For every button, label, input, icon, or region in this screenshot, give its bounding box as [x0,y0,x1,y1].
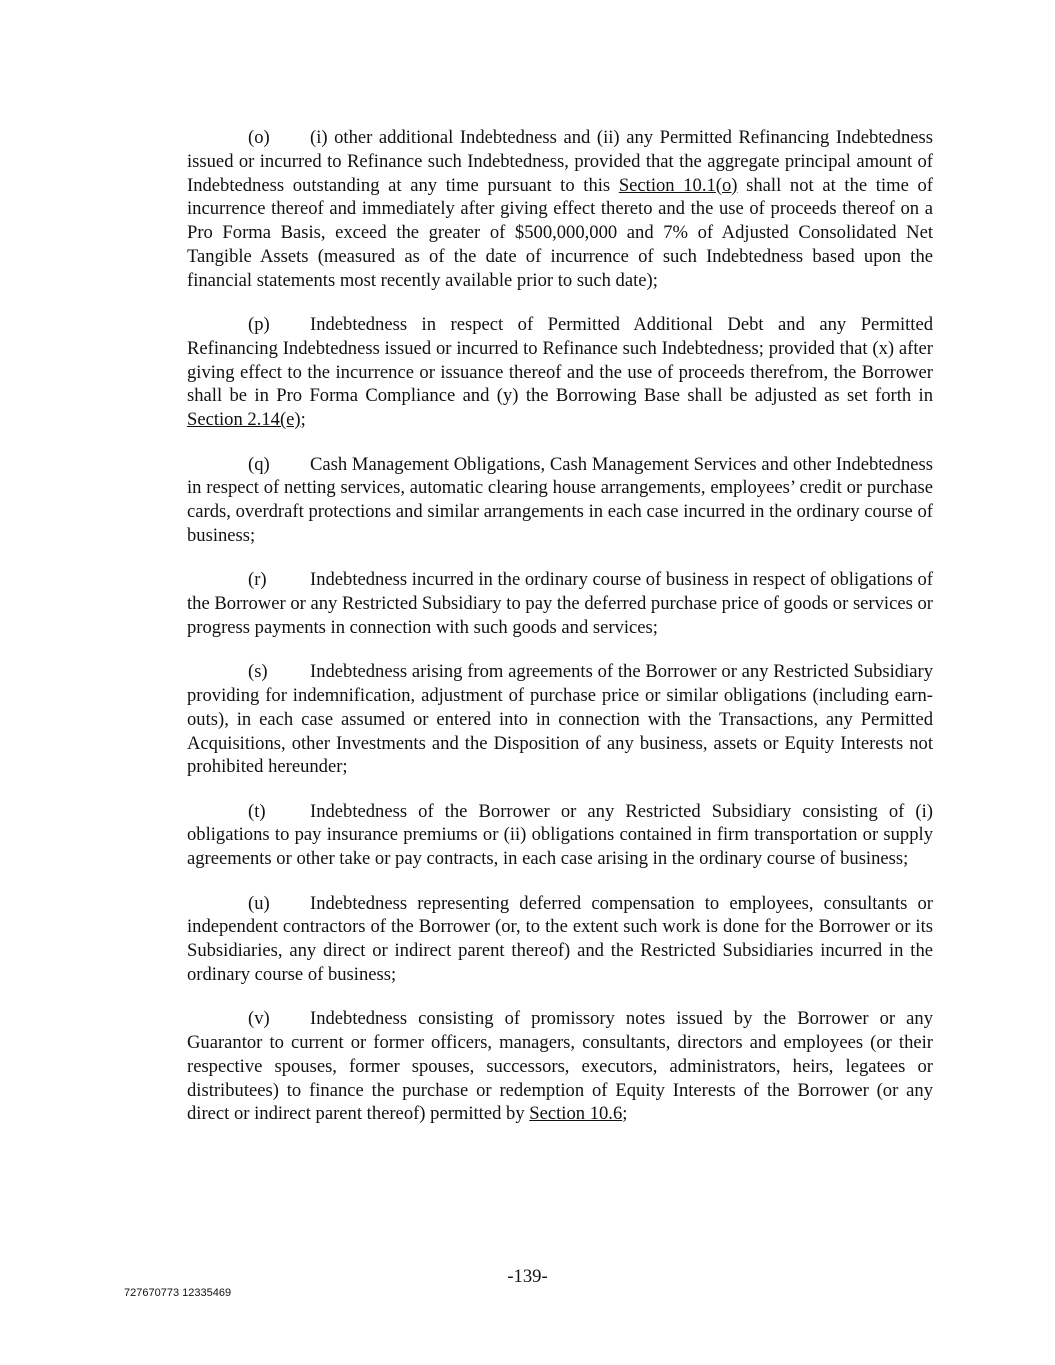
clause-text: (i) other additional Indebtedness and (ii) any Permitted Refinancing Indebtedness issued or incurred to Refinance such Indebtedness, provided that the aggregate principal amount of Indebtedness outstanding at any time pursuant to this [187,127,933,196]
clause-label: (r) [248,569,267,591]
clause-label: (v) [248,1008,270,1030]
clause-text: shall not at the time of incurrence thereof and immediately after giving effect thereto and the use of proceeds thereof on a Pro Forma Basis, exceed the greater of $500,000,000 and 7% of Adjusted Consolidated Net Tangible Assets (measured as of the date of incurrence of such Indebtedness based upon the financial statements most recently available prior to such date); [187,174,933,291]
clause-label: (s) [248,661,268,683]
clause-o [187,126,933,293]
clause-s [187,660,933,779]
clause-label: (u) [248,892,270,914]
clause-q [187,453,933,548]
clause-text: Indebtedness consisting of promissory notes issued by the Borrower or any Guarantor to current or former officers, managers, consultants, directors and employees (or their respective spouses, former spouses, successors, executors, administrators, heirs, legatees or distributees) to finance the purchase or redemption of Equity Interests of the Borrower (or any direct or indirect parent thereof) permitted by [187,1008,933,1125]
clause-text: Indebtedness of the Borrower or any Restricted Subsidiary consisting of (i) obligations to pay insurance premiums or (ii) obligations contained in firm transportation or supply agreements or other take or pay contracts, in each case arising in the ordinary course of business; [187,800,933,870]
clause-label: (t) [248,800,266,822]
clause-label: (p) [248,314,270,336]
clause-text: ; [300,409,306,431]
section-reference: Section 10.6 [529,1103,623,1125]
clause-p [187,313,933,432]
clause-text: Indebtedness incurred in the ordinary course of business in respect of obligations of the Borrower or any Restricted Subsidiary to pay the deferred purchase price of goods or services or progress payments in connection with such goods and services; [187,569,933,638]
clause-label: (o) [248,127,270,148]
section-reference: Section 10.1(o) [618,174,738,196]
page-number: -139- [507,1266,548,1287]
clause-text: Indebtedness arising from agreements of the Borrower or any Restricted Subsidiary providing for indemnification, adjustment of purchase price or similar obligations (including earn-outs), in each case assumed or entered into in connection with the Transactions, any Permitted Acquisitions, other Investments and the Disposition of any business, assets or Equity Interests not prohibited hereunder; [187,661,933,778]
clause-u [187,892,933,987]
clause-v [187,1007,933,1126]
section-reference: Section 2.14(e) [187,409,301,431]
clause-t [187,800,933,871]
clause-text: Cash Management Obligations, Cash Management Services and other Indebtedness in respect of netting services, automatic clearing house arrangements, employees’ credit or purchase cards, overdraft protections and similar arrangements in each case incurred in the ordinary course of business; [187,453,933,546]
clause-text: ; [622,1103,628,1125]
clause-text: Indebtedness representing deferred compensation to employees, consultants or independent contractors of the Borrower (or, to the extent such work is done for the Borrower or its Subsidiaries, any direct or indirect parent thereof) and the Restricted Subsidiaries incurred in the ordinary course of business; [187,892,933,985]
document-body [187,126,933,1147]
clause-label: (q) [248,453,270,475]
clause-r [187,568,933,639]
clause-text: Indebtedness in respect of Permitted Additional Debt and any Permitted Refinancing Indebtedness issued or incurred to Refinance such Indebtedness; provided that (x) after giving effect to the incurrence or issuance thereof and the use of proceeds therefrom, the Borrower shall be in Pro Forma Compliance and (y) the Borrowing Base shall be adjusted as set forth in [187,314,933,407]
document-id: 727670773 12335469 [124,1287,232,1299]
